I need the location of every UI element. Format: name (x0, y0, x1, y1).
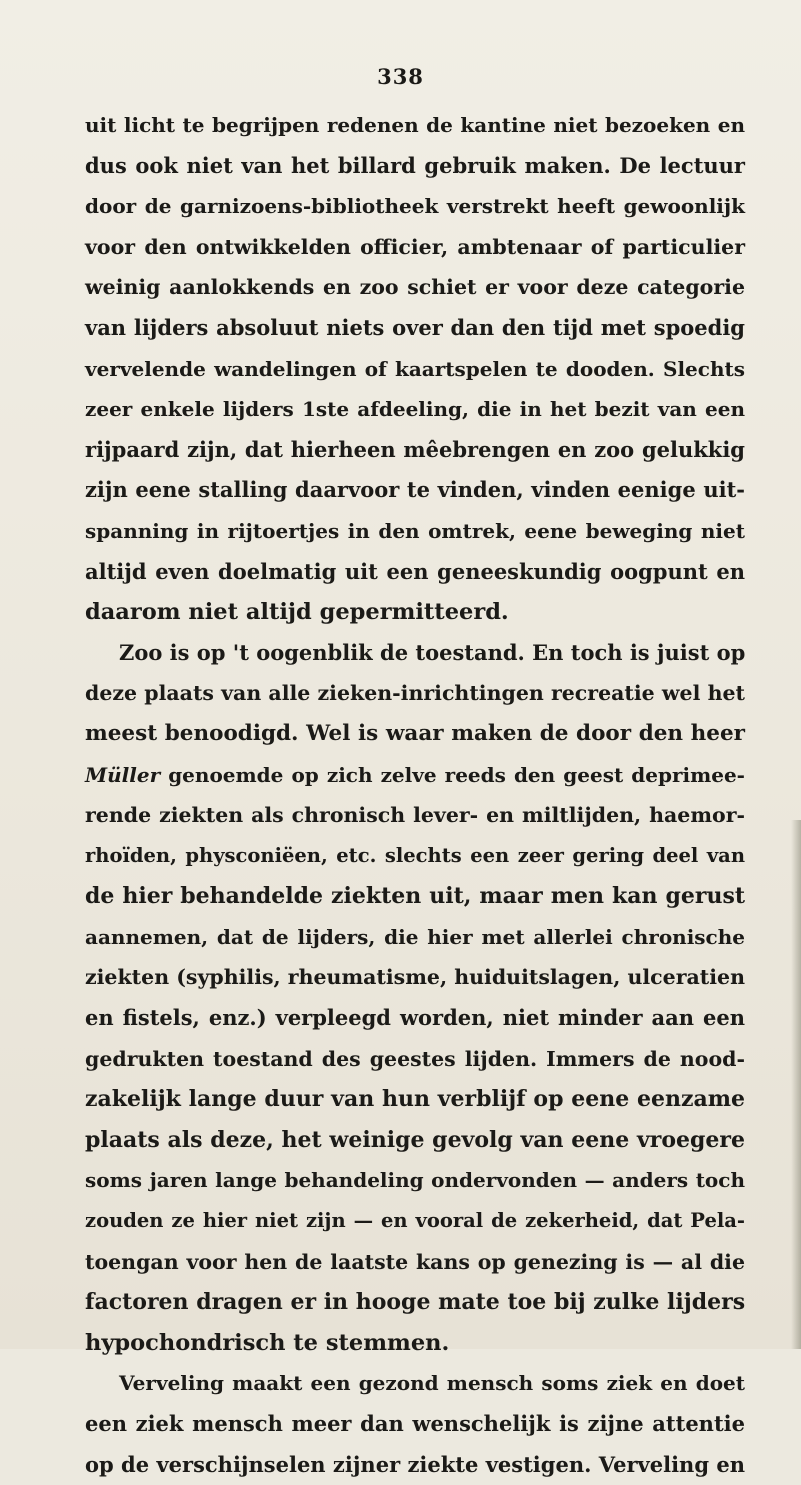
text-line: factoren dragen er in hooge mate toe bij zulke lijders (85, 1289, 746, 1316)
text-line: de hier behandelde ziekten uit, maar men kan gerust (85, 883, 745, 910)
text-line: op de verschijnselen zijner ziekte vestigen. Verveling en (85, 1451, 745, 1477)
text-line: hypochondrisch te stemmen. (85, 1329, 450, 1356)
text-line: Müller genoemde op zich zelve reeds den geest deprimee- (85, 762, 745, 787)
page-number: 338 (377, 64, 424, 89)
text-line: dus ook niet van het billard gebruik maken. De lectuur (85, 152, 745, 178)
text-line: rhoïden, physconiëen, etc. slechts een zeer gering deel van (85, 843, 745, 867)
text-line: zijn eene stalling daarvoor te vinden, vinden eenige uit- (85, 477, 745, 503)
text-line: uit licht te begrijpen redenen de kantine niet bezoeken en (85, 113, 745, 137)
text-line: zeer enkele lijders 1ste afdeeling, die in het bezit van een (85, 397, 745, 422)
text-line: zakelijk lange duur van hun verblijf op eene eenzame (85, 1086, 745, 1113)
text-line: deze plaats van alle zieken-inrichtingen recreatie wel het (85, 681, 745, 706)
text-line: rijpaard zijn, dat hierheen mêebrengen en zoo gelukkig (85, 436, 745, 462)
text-line: spanning in rijtoertjes in den omtrek, eene beweging niet (85, 518, 745, 543)
text-line: plaats als deze, het weinige gevolg van eene vroegere (85, 1126, 745, 1153)
body-text (85, 105, 745, 1485)
text-line: een ziek mensch meer dan wenschelijk is zijne attentie (85, 1411, 745, 1436)
text-line: door de garnizoens-bibliotheek verstrekt heeft gewoonlijk (85, 194, 745, 219)
text-line: Verveling maakt een gezond mensch soms ziek en doet (119, 1371, 745, 1396)
text-line: daarom niet altijd gepermitteerd. (85, 599, 509, 626)
text-line: gedrukten toestand des geestes lijden. Immers de nood- (85, 1046, 745, 1071)
text-line: weinig aanlokkends en zoo schiet er voor deze categorie (85, 275, 745, 300)
text-line: vervelende wandelingen of kaartspelen te dooden. Slechts (85, 356, 745, 381)
text-line: van lijders absoluut niets over dan den tijd met spoedig (85, 314, 745, 340)
text-line: en fistels, enz.) verpleegd worden, niet minder aan een (85, 1005, 745, 1031)
text-line: rende ziekten als chronisch lever- en miltlijden, haemor- (85, 803, 745, 828)
text-line: voor den ontwikkelden officier, ambtenaar of particulier (85, 234, 745, 259)
italic-name: Müller (85, 762, 161, 787)
text-line: aannemen, dat de lijders, die hier met allerlei chronische (85, 924, 745, 949)
text-line: Zoo is op 't oogenblik de toestand. En toch is juist op (119, 639, 746, 665)
text-line: soms jaren lange behandeling ondervonden — anders toch (85, 1168, 745, 1193)
text-line: toengan voor hen de laatste kans op genezing is — al die (85, 1249, 745, 1274)
text-line: ziekten (syphilis, rheumatisme, huiduitslagen, ulceratien (85, 965, 745, 990)
text-line: zouden ze hier niet zijn — en vooral de zekerheid, dat Pela- (85, 1209, 745, 1233)
text-line: altijd even doelmatig uit een geneeskundig oogpunt en (85, 558, 745, 584)
text-line: meest benoodigd. Wel is waar maken de door den heer (85, 720, 745, 746)
page-edge-shadow (791, 820, 801, 1349)
